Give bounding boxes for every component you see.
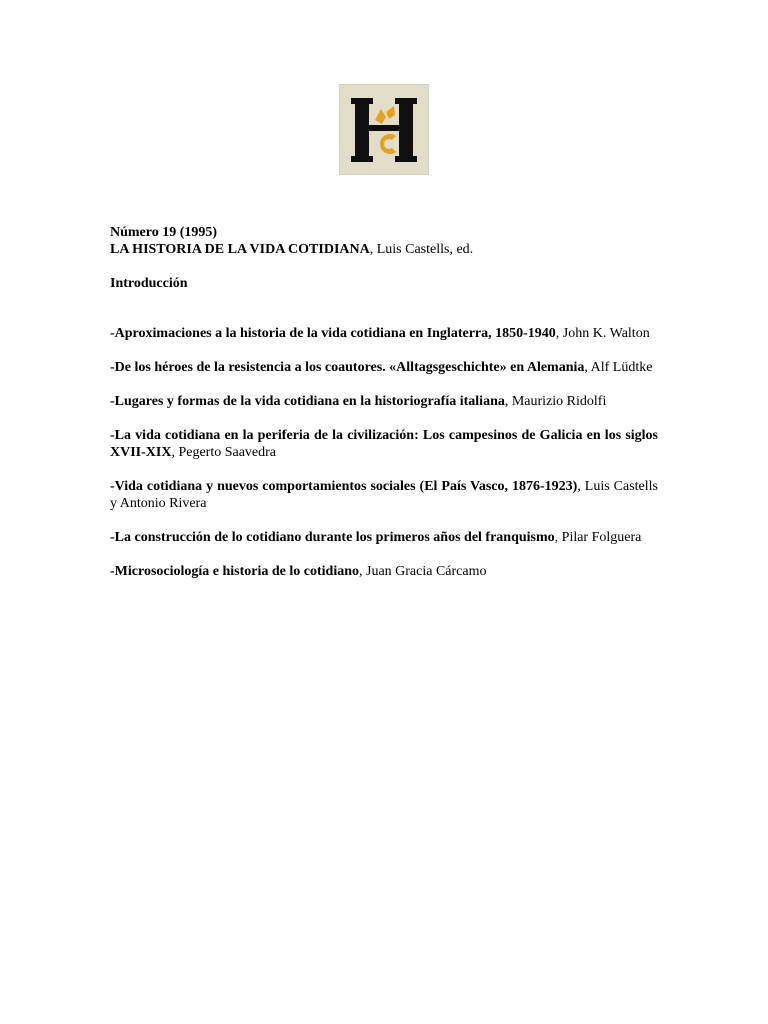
document-body	[110, 224, 658, 597]
article-title: -La vida cotidiana en la periferia de la civilización: Los campesinos de Galicia en los siglos XVII-XIX	[110, 428, 658, 460]
article-entry	[110, 563, 658, 580]
article-title: -Microsociología e historia de lo cotidiano	[110, 564, 359, 579]
article-title: -Aproximaciones a la historia de la vida cotidiana en Inglaterra, 1850-1940	[110, 326, 556, 341]
article-author: , Maurizio Ridolfi	[504, 394, 607, 409]
introduction-heading: Introducción	[110, 276, 188, 291]
article-author: , John K. Walton	[555, 326, 650, 341]
article-title: -Lugares y formas de la vida cotidiana en la historiografía italiana	[110, 394, 505, 409]
article-author: , Luis Castells y Antonio Rivera	[110, 479, 658, 511]
article-title: -De los héroes de la resistencia a los coautores. «Alltagsgeschichte» en Alemania	[110, 360, 585, 375]
article-author: , Pegerto Saavedra	[171, 445, 277, 460]
article-author: , Juan Gracia Cárcamo	[359, 564, 487, 579]
issue-number: Número 19 (1995)	[110, 225, 218, 240]
article-author: , Alf Lüdtke	[584, 360, 653, 375]
article-entry	[110, 325, 658, 342]
article-entry	[110, 427, 658, 461]
issue-title-bold: LA HISTORIA DE LA VIDA COTIDIANA	[110, 242, 370, 257]
article-entry	[110, 529, 658, 546]
article-entry	[110, 393, 658, 410]
article-title: -La construcción de lo cotidiano durante los primeros años del franquismo	[110, 530, 555, 545]
article-entry	[110, 478, 658, 512]
article-author: , Pilar Folguera	[554, 530, 642, 545]
article-title: -Vida cotidiana y nuevos comportamientos sociales (El País Vasco, 1876-1923)	[110, 479, 578, 494]
article-entry	[110, 359, 658, 376]
hc-logo-graphic	[339, 84, 429, 175]
issue-editor: , Luis Castells, ed.	[369, 242, 474, 257]
hc-logo-icon	[339, 84, 429, 175]
issue-title	[110, 241, 658, 258]
